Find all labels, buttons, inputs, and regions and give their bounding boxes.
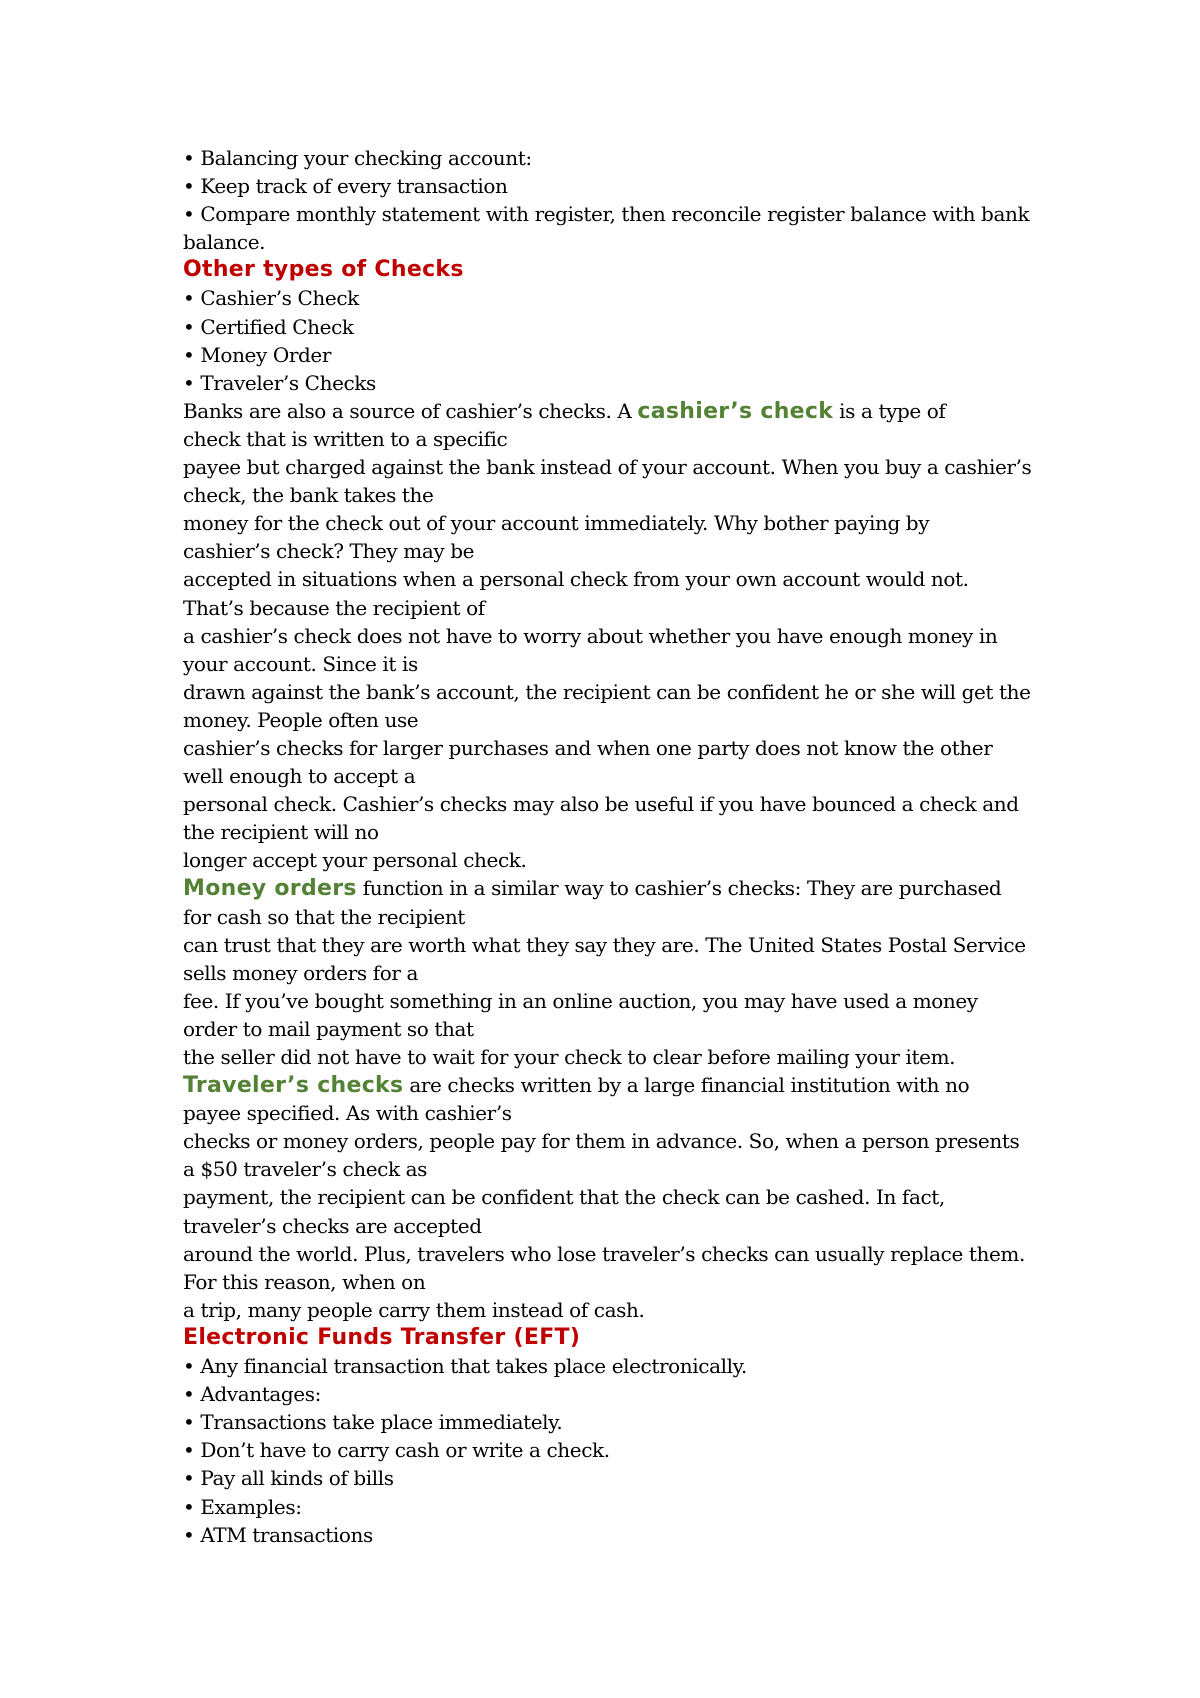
bullet-keep-track: • Keep track of every transaction [183,174,508,199]
list-item: • Money Order [183,342,332,367]
bullet-compare-line2: balance. [183,230,266,255]
paragraph-line: payee but charged against the bank instead of your account. When you buy a cashier’s [183,455,1032,480]
paragraph-line: a cashier’s check does not have to worry about whether you have enough money in [183,623,998,648]
paragraph-line: payment, the recipient can be confident that the check can be cashed. In fact, [183,1185,945,1210]
paragraph-line: around the world. Plus, travelers who lose traveler’s checks can usually replace them. [183,1241,1025,1266]
list-item: • Any financial transaction that takes place electronically. [183,1354,747,1379]
paragraph-line: check, the bank takes the [183,483,434,508]
paragraph-line: well enough to accept a [183,764,416,789]
list-item: • Pay all kinds of bills [183,1466,394,1491]
term-travelers-checks: Traveler’s checks [183,1073,404,1099]
paragraph-line: longer accept your personal check. [183,848,527,873]
heading-electronic-funds-transfer: Electronic Funds Transfer (EFT) [183,1324,581,1350]
paragraph-line: fee. If you’ve bought something in an online auction, you may have used a money [183,988,978,1013]
paragraph-line: accepted in situations when a personal check from your own account would not. [183,567,969,592]
paragraph-line: money. People often use [183,707,419,732]
document-page [183,144,1053,1549]
money-orders-intro-line [183,874,1053,902]
bullet-compare-line1: • Compare monthly statement with register, then reconcile register balance with bank [183,202,1030,227]
paragraph-line: can trust that they are worth what they say they are. The United States Postal Service [183,932,1026,957]
paragraph-line: traveler’s checks are accepted [183,1213,482,1238]
travelers-intro-tail: are checks written by a large financial institution with no [403,1073,970,1098]
cashiers-intro-tail: is a type of [833,398,946,423]
paragraph-line: a trip, many people carry them instead of cash. [183,1297,645,1322]
list-item: • Certified Check [183,314,354,339]
cashiers-intro-text: Banks are also a source of cashier’s checks. A [183,398,638,423]
list-item: • Transactions take place immediately. [183,1410,563,1435]
paragraph-line: money for the check out of your account immediately. Why bother paying by [183,511,930,536]
cashiers-intro-line [183,397,1053,425]
paragraph-line: drawn against the bank’s account, the recipient can be confident he or she will get the [183,679,1031,704]
paragraph-line: check that is written to a specific [183,426,508,451]
list-item: • Examples: [183,1494,302,1519]
term-cashiers-check: cashier’s check [637,398,834,424]
term-money-orders: Money orders [183,876,357,902]
paragraph-line: cashier’s checks for larger purchases and when one party does not know the other [183,735,993,760]
heading-other-types-of-checks: Other types of Checks [183,257,464,283]
paragraph-line: your account. Since it is [183,651,418,676]
paragraph-line: cashier’s check? They may be [183,539,475,564]
paragraph-line: order to mail payment so that [183,1016,474,1041]
paragraph-line: personal check. Cashier’s checks may also be useful if you have bounced a check and [183,792,1019,817]
paragraph-line: the recipient will no [183,820,379,845]
paragraph-line: checks or money orders, people pay for them in advance. So, when a person presents [183,1129,1020,1154]
money-orders-intro-tail: function in a similar way to cashier’s checks: They are purchased [356,876,1002,901]
list-item: • Traveler’s Checks [183,370,376,395]
list-item: • Advantages: [183,1382,321,1407]
paragraph-line: sells money orders for a [183,960,418,985]
paragraph-line: the seller did not have to wait for your check to clear before mailing your item. [183,1045,956,1069]
paragraph-line: for cash so that the recipient [183,904,465,929]
list-item: • Don’t have to carry cash or write a check. [183,1438,610,1463]
bullet-balancing: • Balancing your checking account: [183,146,532,170]
paragraph-line: payee specified. As with cashier’s [183,1101,512,1126]
travelers-intro-line [183,1071,1053,1099]
list-item: • Cashier’s Check [183,286,359,311]
paragraph-line: For this reason, when on [183,1269,426,1294]
paragraph-line: a $50 traveler’s check as [183,1157,428,1182]
paragraph-line: That’s because the recipient of [183,595,485,620]
list-item: • ATM transactions [183,1522,373,1547]
